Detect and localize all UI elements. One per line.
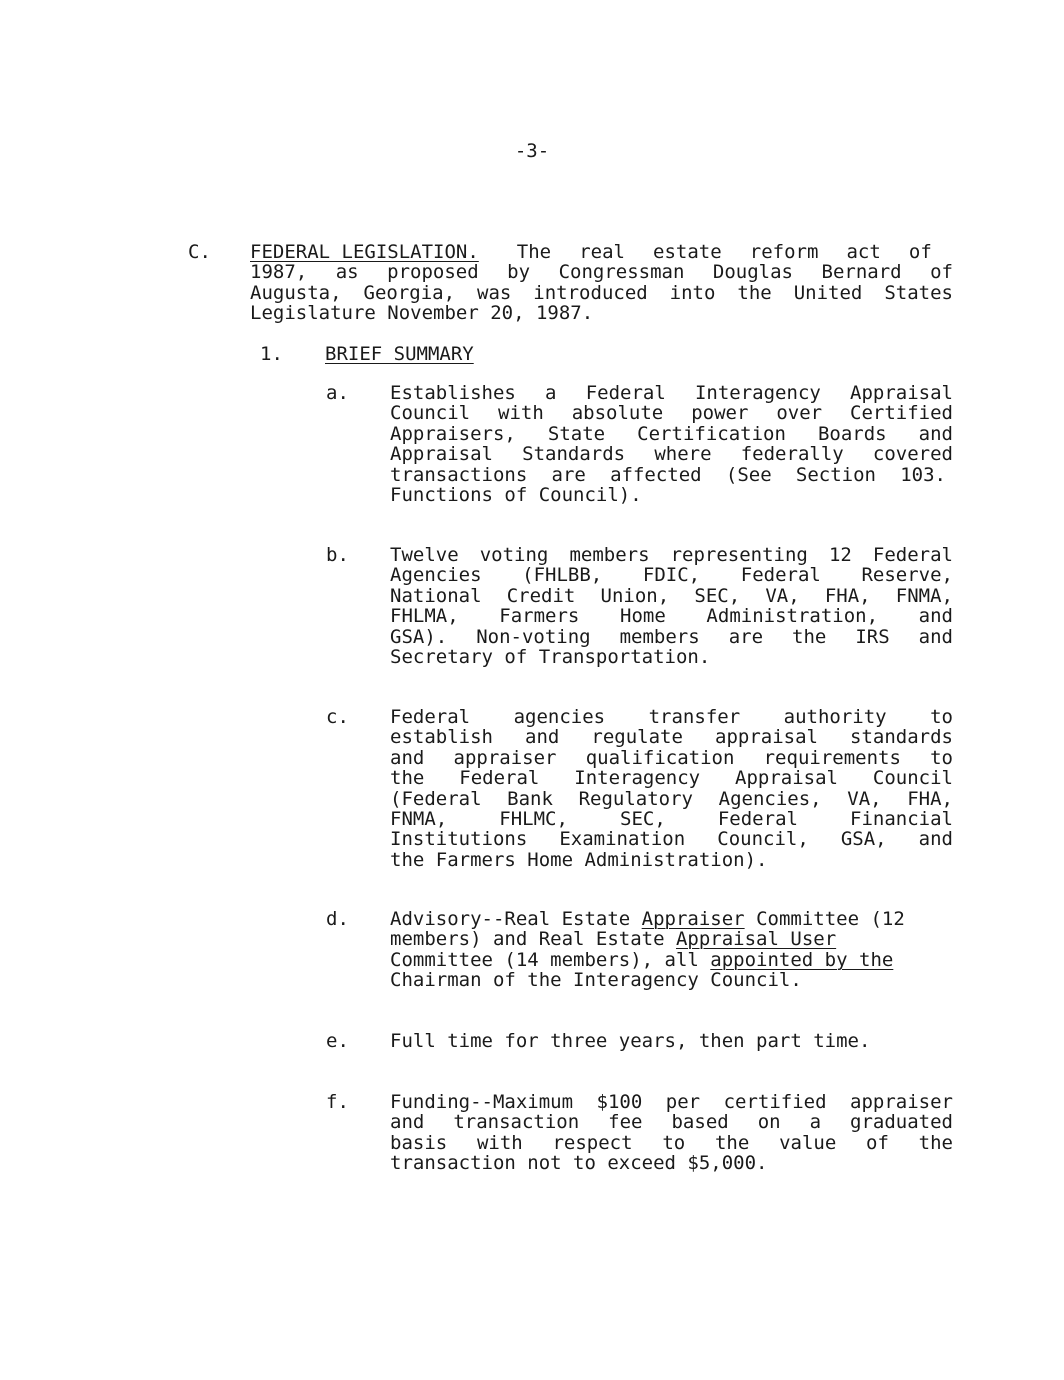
item-b-line: Twelve voting members representing 12 Federal <box>390 544 953 566</box>
section-c-paragraph <box>250 242 953 324</box>
item-b-line: National Credit Union, SEC, VA, FHA, FNMA, <box>390 584 953 607</box>
item-a-line: Functions of Council). <box>390 484 642 507</box>
item-d-line-1-end: Committee (12 <box>744 908 905 930</box>
subsection-1-heading: BRIEF SUMMARY <box>325 343 474 365</box>
page-number: -3- <box>514 140 550 162</box>
item-f-line: transaction not to exceed $5,000. <box>390 1152 768 1175</box>
item-c-line: (Federal Bank Regulatory Agencies, VA, FHA, <box>390 787 953 810</box>
section-c-label: C. <box>188 241 211 263</box>
item-e-line: Full time for three years, then part time. <box>390 1030 871 1052</box>
item-a-line: transactions are affected (See Section 103. <box>390 463 946 486</box>
item-d-label: d. <box>326 908 349 930</box>
item-b-line: Agencies (FHLBB, FDIC, Federal Reserve, <box>390 564 953 587</box>
item-f-line: Funding--Maximum $100 per certified appraiser <box>390 1091 953 1113</box>
section-c-heading: FEDERAL LEGISLATION. <box>250 241 479 263</box>
item-d-underline-appraiser: Appraiser <box>641 908 745 930</box>
item-a-paragraph <box>390 383 953 505</box>
item-b-line: FHLMA, Farmers Home Administration, and <box>390 605 953 628</box>
item-b-line: Secretary of Transportation. <box>390 646 711 669</box>
subsection-1-label: 1. <box>260 343 283 365</box>
section-c-line-3: Augusta, Georgia, was introduced into the United States <box>250 281 953 304</box>
item-a-line: Establishes a Federal Interagency Appraisal <box>390 382 953 404</box>
item-c-line: the Farmers Home Administration). <box>390 848 768 871</box>
item-b-paragraph <box>390 545 953 667</box>
section-c-line-1: The real estate reform act of <box>516 241 932 263</box>
item-c-label: c. <box>326 706 349 728</box>
item-a-line: Appraisal Standards where federally covered <box>390 443 953 466</box>
item-a-line: Council with absolute power over Certified <box>390 402 953 425</box>
item-e-paragraph <box>390 1031 953 1051</box>
item-a-label: a. <box>326 382 349 404</box>
item-d-line-1-text: Advisory--Real Estate <box>390 908 642 930</box>
item-d-underline-appointed: appointed by the <box>710 948 894 971</box>
item-d-line-3-text: Committee (14 members), all <box>390 948 711 971</box>
item-d-underline-appraisal-user: Appraisal User <box>675 928 837 951</box>
item-d-line-4: Chairman of the Interagency Council. <box>390 969 802 992</box>
item-c-line: FNMA, FHLMC, SEC, Federal Financial <box>390 808 953 831</box>
item-c-line: the Federal Interagency Appraisal Council <box>390 767 953 790</box>
item-d-line-2-text: members) and Real Estate <box>390 928 676 951</box>
item-f-paragraph <box>390 1092 953 1174</box>
item-d-paragraph <box>390 909 953 991</box>
section-c-line-4: Legislature November 20, 1987. <box>250 302 594 325</box>
item-c-line: and appraiser qualification requirements to <box>390 746 953 769</box>
item-f-line: and transaction fee based on a graduated <box>390 1111 953 1134</box>
item-c-paragraph <box>390 707 953 870</box>
item-c-line: Institutions Examination Council, GSA, and <box>390 828 953 851</box>
section-c-line-2: 1987, as proposed by Congressman Douglas Bernard of <box>250 261 953 284</box>
item-c-line: establish and regulate appraisal standards <box>390 726 953 749</box>
item-c-line: Federal agencies transfer authority to <box>390 706 953 728</box>
item-b-label: b. <box>326 544 349 566</box>
item-a-line: Appraisers, State Certification Boards and <box>390 422 953 445</box>
item-e-label: e. <box>326 1030 349 1052</box>
item-f-line: basis with respect to the value of the <box>390 1131 953 1154</box>
item-b-line: GSA). Non-voting members are the IRS and <box>390 625 953 648</box>
item-f-label: f. <box>326 1091 349 1113</box>
